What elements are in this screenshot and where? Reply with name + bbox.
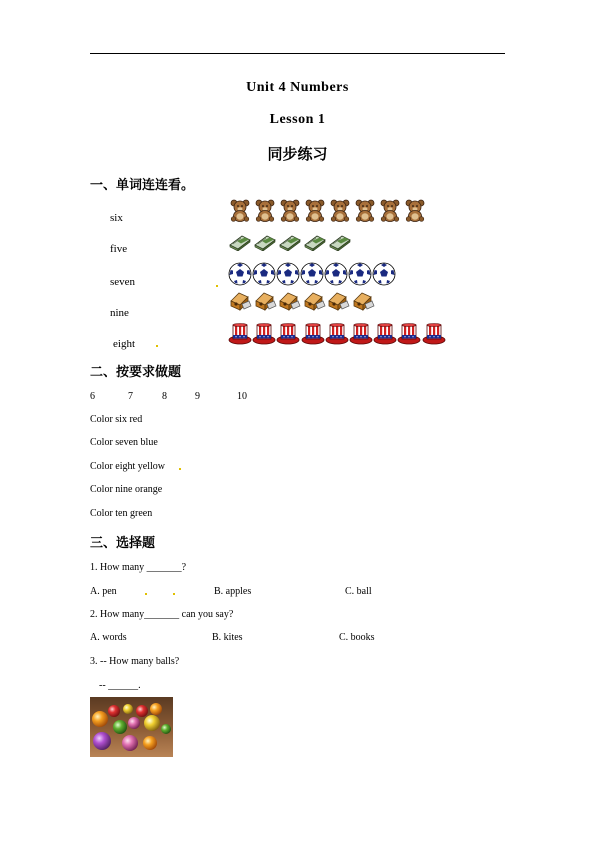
teddy-bear-icon [328, 198, 353, 222]
number-6: 6 [90, 391, 95, 402]
instruction-4: Color nine orange [90, 484, 163, 495]
section3-heading: 三、选择题 [90, 536, 156, 551]
stray-dot [216, 285, 218, 287]
teddy-bear-row [228, 198, 428, 222]
teddy-bear-icon [253, 198, 278, 222]
pencil-sharpener-row [228, 291, 375, 311]
stray-dot [179, 468, 181, 470]
soccer-ball-icon [276, 262, 300, 286]
teddy-bear-icon [378, 198, 403, 222]
lesson-title: Lesson 1 [269, 112, 326, 127]
word-seven: seven [110, 276, 136, 288]
soccer-ball-row [228, 262, 396, 286]
word-five: five [110, 243, 128, 255]
top-hat-icon [397, 321, 421, 345]
top-hat-row [228, 321, 446, 345]
number-10: 10 [237, 391, 247, 402]
q1-option-a: A. pen [90, 586, 117, 597]
top-hat-icon [373, 321, 397, 345]
eraser-row [228, 233, 353, 251]
section1-heading: 一、单词连连看。 [90, 178, 195, 193]
pencil-sharpener-icon [253, 291, 278, 311]
word-six: six [110, 212, 123, 224]
eraser-icon [253, 233, 278, 251]
colored-glass-balls-photo [90, 697, 173, 757]
pencil-sharpener-icon [302, 291, 327, 311]
top-hat-icon [349, 321, 373, 345]
top-hat-icon [228, 321, 252, 345]
q1-option-c: C. ball [345, 586, 372, 597]
top-rule [90, 53, 505, 54]
stray-dot [156, 345, 158, 347]
instruction-5: Color ten green [90, 508, 153, 519]
question-1: 1. How many _______? [90, 562, 187, 573]
number-8: 8 [162, 391, 167, 402]
q2-option-b: B. kites [212, 632, 243, 643]
top-hat-icon [276, 321, 300, 345]
number-9: 9 [195, 391, 200, 402]
eraser-icon [278, 233, 303, 251]
pencil-sharpener-icon [277, 291, 302, 311]
word-eight: eight [113, 338, 135, 350]
soccer-ball-icon [372, 262, 396, 286]
q2-option-a: A. words [90, 632, 127, 643]
instruction-3: Color eight yellow [90, 461, 165, 472]
top-hat-icon [325, 321, 349, 345]
instruction-2: Color seven blue [90, 437, 158, 448]
eraser-icon [303, 233, 328, 251]
stray-dot [145, 593, 147, 595]
q3-answer-blank: -- ______. [99, 680, 141, 691]
teddy-bear-icon [278, 198, 303, 222]
soccer-ball-icon [228, 262, 252, 286]
pencil-sharpener-icon [326, 291, 351, 311]
page-title: Unit 4 Numbers [246, 80, 349, 95]
teddy-bear-icon [353, 198, 378, 222]
section2-heading: 二、按要求做题 [90, 365, 182, 380]
stray-dot [173, 593, 175, 595]
soccer-ball-icon [348, 262, 372, 286]
question-2: 2. How many_______ can you say? [90, 609, 234, 620]
instruction-1: Color six red [90, 414, 143, 425]
teddy-bear-icon [303, 198, 328, 222]
word-nine: nine [110, 307, 129, 319]
eraser-icon [228, 233, 253, 251]
top-hat-icon [252, 321, 276, 345]
soccer-ball-icon [300, 262, 324, 286]
q1-option-b: B. apples [214, 586, 252, 597]
question-3: 3. -- How many balls? [90, 656, 180, 667]
pencil-sharpener-icon [351, 291, 376, 311]
eraser-icon [328, 233, 353, 251]
teddy-bear-icon [403, 198, 428, 222]
top-hat-icon [422, 321, 446, 345]
soccer-ball-icon [324, 262, 348, 286]
number-7: 7 [128, 391, 133, 402]
q2-option-c: C. books [339, 632, 375, 643]
page-subtitle: 同步练习 [267, 145, 328, 163]
soccer-ball-icon [252, 262, 276, 286]
pencil-sharpener-icon [228, 291, 253, 311]
teddy-bear-icon [228, 198, 253, 222]
top-hat-icon [301, 321, 325, 345]
